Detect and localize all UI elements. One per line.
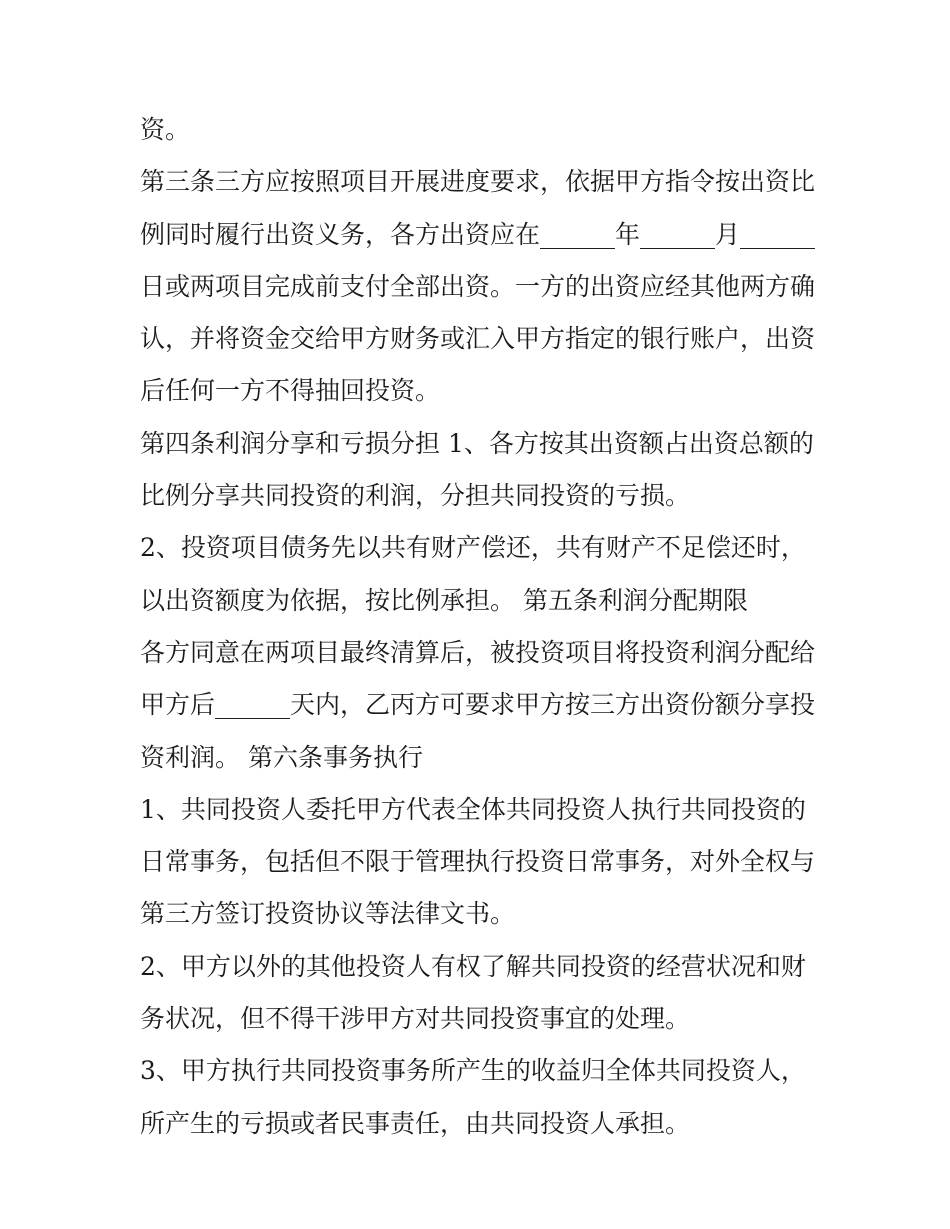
text-line: 认，并将资金交给甲方财务或汇入甲方指定的银行账户，出资 [140, 324, 816, 354]
text-line: 务状况，但不得干涉甲方对共同投资事宜的处理。 [140, 1004, 691, 1034]
text-line: 资利润。 第六条事务执行 [140, 742, 423, 772]
text-line: 日常事务，包括但不限于管理执行投资日常事务，对外全权与 [140, 847, 816, 877]
text-line: 2、甲方以外的其他投资人有权了解共同投资的经营状况和财 [140, 951, 806, 981]
text-line: 各方同意在两项目最终清算后，被投资项目将投资利润分配给 [140, 637, 816, 667]
text-line: 例同时履行出资义务，各方出资应在______年______月______ [140, 219, 816, 249]
text-line: 第三方签订投资协议等法律文书。 [140, 899, 516, 929]
text-line: 后任何一方不得抽回投资。 [140, 376, 441, 406]
text-line: 2、投资项目债务先以共有财产偿还，共有财产不足偿还时， [140, 533, 806, 563]
document-body [140, 104, 820, 1150]
text-line: 3、甲方执行共同投资事务所产生的收益归全体共同投资人， [140, 1056, 806, 1086]
text-line: 第三条三方应按照项目开展进度要求，依据甲方指令按出资比 [140, 167, 816, 197]
text-line: 所产生的亏损或者民事责任，由共同投资人承担。 [140, 1108, 691, 1138]
text-line: 日或两项目完成前支付全部出资。一方的出资应经其他两方确 [140, 271, 816, 301]
text-line: 以出资额度为依据，按比例承担。 第五条利润分配期限 [140, 585, 748, 615]
text-line: 资。 [140, 115, 191, 144]
text-line: 1、共同投资人委托甲方代表全体共同投资人执行共同投资的 [140, 794, 806, 824]
text-line: 甲方后______天内，乙丙方可要求甲方按三方出资份额分享投 [140, 690, 816, 720]
text-line: 第四条利润分享和亏损分担 1、各方按其出资额占出资总额的 [140, 428, 814, 458]
text-line: 比例分享共同投资的利润，分担共同投资的亏损。 [140, 481, 691, 511]
